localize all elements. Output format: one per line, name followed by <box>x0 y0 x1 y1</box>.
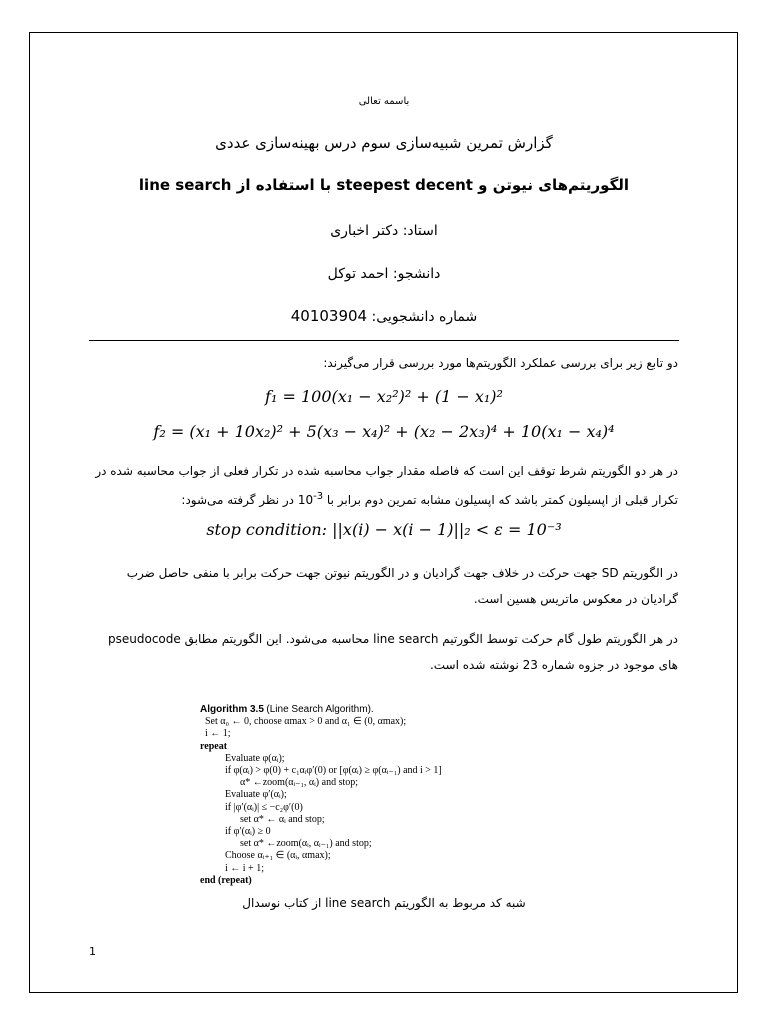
subtitle-en1: steepest decent <box>336 176 473 194</box>
p3-text-a: در الگوریتم <box>622 566 678 580</box>
algorithm-header <box>200 704 520 716</box>
p4-text-d: نوشته شده است. <box>429 658 519 672</box>
equation-f2: f₂ = (x₁ + 10x₂)² + 5(x₃ − x₄)² + (x₂ − 2x₃)⁴ + 10(x₁ − x₄)⁴ <box>153 422 615 441</box>
caption-line-search: line search <box>325 896 391 910</box>
student-id: 40103904 <box>290 307 368 325</box>
caption-text-b: از کتاب نوسدال <box>242 896 322 910</box>
p3-text-b: جهت حرکت در خلاف جهت گرادیان و در الگوریتم نیوتن جهت حرکت برابر با منفی حاصل ضرب گرادیان در معکوس ماتریس هسین است. <box>126 566 678 606</box>
algorithm-line: set α* ← αᵢ and stop; <box>200 813 325 825</box>
algorithm-line: set α* ←zoom(αᵢ, αᵢ₋₁) and stop; <box>200 838 372 850</box>
p2-epsilon-exp: -3 <box>313 491 324 502</box>
paragraph-stop-condition <box>90 458 678 513</box>
figure-caption <box>0 896 768 910</box>
paragraph-directions <box>90 560 678 612</box>
algorithm-line: repeat <box>200 740 228 752</box>
algorithm-line: α* ←zoom(αᵢ₋₁, αᵢ) and stop; <box>200 777 359 789</box>
p4-number: 23 <box>522 658 538 672</box>
subtitle-part1: الگوریتم‌های نیوتن و <box>478 176 630 194</box>
student-id-line <box>0 307 768 325</box>
p2-epsilon-base: 10 <box>297 493 314 507</box>
header-divider <box>89 340 679 341</box>
algorithm-line: Evaluate φ(αᵢ); <box>200 752 285 764</box>
p4-text-b: محاسبه می‌شود. این الگوریتم مطابق <box>184 632 370 646</box>
caption-text-a: شبه کد مربوط به الگوریتم <box>394 896 526 910</box>
subtitle-en2: line search <box>138 176 232 194</box>
algorithm-line: if |φ′(αᵢ)| ≤ −c₂φ′(0) <box>200 801 303 813</box>
algorithm-line: if φ(αᵢ) > φ(0) + c₁αᵢφ′(0) or [φ(αᵢ) ≥ φ(αᵢ₋₁) and i > 1] <box>200 765 442 777</box>
p3-sd: SD <box>601 566 619 580</box>
report-subtitle <box>0 176 768 194</box>
algorithm-line: if φ′(αᵢ) ≥ 0 <box>200 826 271 838</box>
algorithm-subtitle: (Line Search Algorithm). <box>266 704 374 715</box>
algorithm-figure <box>200 704 520 886</box>
equation-stop-condition: stop condition: ||x(i) − x(i − 1)||₂ < ε = 10⁻³ <box>206 520 562 539</box>
page-number: 1 <box>89 945 96 958</box>
p2-epsilon <box>298 493 323 507</box>
p4-line-search: line search <box>373 632 439 646</box>
bismillah: باسمه تعالی <box>358 96 410 107</box>
algorithm-line: i ← 1; <box>200 728 231 740</box>
paragraph-line-search <box>90 626 678 678</box>
equation-f1: f₁ = 100(x₁ − x₂²)² + (1 − x₁)² <box>265 387 503 406</box>
subtitle-part2: با استفاده از <box>236 176 332 194</box>
paragraph-intro: دو تابع زیر برای بررسی عملکرد الگوریتم‌ها مورد بررسی قرار می‌گیرند: <box>323 356 678 370</box>
algorithm-line: Evaluate φ′(αᵢ); <box>200 789 287 801</box>
p4-pseudocode: pseudocode <box>108 632 181 646</box>
algorithm-line: i ← i + 1; <box>200 862 264 874</box>
student-name: دانشجو: احمد توکل <box>327 266 441 282</box>
student-id-label: شماره دانشجویی: <box>371 309 478 325</box>
report-title: گزارش تمرین شبیه‌سازی سوم درس بهینه‌سازی عددی <box>215 134 553 152</box>
algorithm-line: Set α₀ ← 0, choose αmax > 0 and α₁ ∈ (0, αmax); <box>200 716 407 728</box>
algorithm-line: Choose αᵢ₊₁ ∈ (αᵢ, αmax); <box>200 850 331 862</box>
algorithm-line: end (repeat) <box>200 874 252 886</box>
p4-text-a: در هر الگوریتم طول گام حرکت توسط الگورتیم <box>442 632 678 646</box>
instructor: استاد: دکتر اخباری <box>330 223 438 239</box>
p2-text-b: در نظر گرفته می‌شود: <box>181 493 294 507</box>
p2-text-a: در هر دو الگوریتم شرط توقف این است که فاصله مقدار جواب محاسبه شده در تکرار فعلی از جواب محاسبه شده در تکرار قبلی از اپسیلون کمتر باشد که اپسیلون مشابه تمرین دوم برابر با <box>95 464 678 507</box>
algorithm-title: Algorithm 3.5 <box>200 704 264 715</box>
p4-text-c: های موجود در جزوه شماره <box>541 658 678 672</box>
